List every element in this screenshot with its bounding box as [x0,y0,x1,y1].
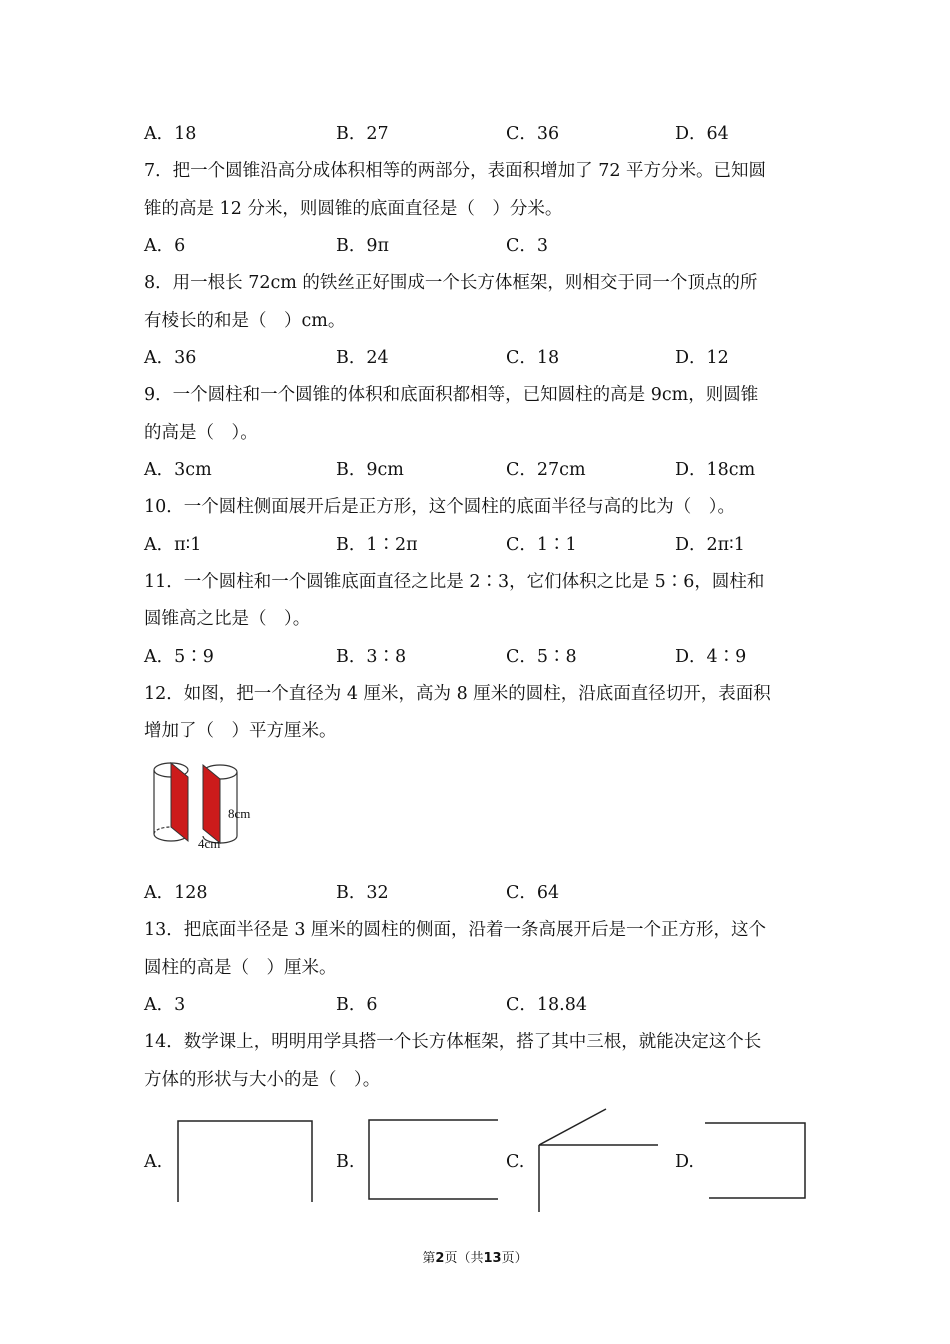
q14-option-d-figure [703,1120,809,1202]
footer-prefix: 第 [422,1251,436,1266]
q11-text-line1: 11．一个圆柱和一个圆锥底面直径之比是 2∶3，它们体积之比是 5∶6，圆柱和 [144,572,765,592]
q14-text-line2: 方体的形状与大小的是（ ）。 [144,1070,381,1090]
q14-option-a-figure [176,1118,316,1204]
q14-option-b-label: B. [336,1152,355,1172]
q9-text-line1: 9．一个圆柱和一个圆锥的体积和底面积都相等，已知圆柱的高是 9cm，则圆锥 [144,385,759,405]
q14-text-line1: 14．数学课上，明明用学具搭一个长方体框架，搭了其中三根，就能决定这个长 [144,1032,762,1052]
q10-text-line1: 10．一个圆柱侧面展开后是正方形，这个圆柱的底面半径与高的比为（ ）。 [144,497,736,517]
q11-option-b: B．3∶8 [336,647,407,667]
q10-option-d: D．2π∶1 [675,535,745,555]
q12-option-c: C．64 [506,883,560,903]
q9-option-d: D．18cm [675,460,756,480]
q9-option-a: A．3cm [144,460,212,480]
q13-text-line1: 13．把底面半径是 3 厘米的圆柱的侧面，沿着一条高展开后是一个正方形，这个 [144,920,767,940]
height-label: 8cm [228,806,251,821]
q8-text-line2: 有棱长的和是（ ）cm。 [144,311,346,331]
right-cut-face [203,765,220,843]
q11-option-d: D．4∶9 [675,647,747,667]
q6-option-c: C．36 [506,124,560,144]
q9-option-b: B．9cm [336,460,404,480]
q9-option-c: C．27cm [506,460,586,480]
q11-text-line2: 圆锥高之比是（ ）。 [144,609,311,629]
q14-option-c-label: C. [506,1152,525,1172]
q13-text-line2: 圆柱的高是（ ）厘米。 [144,958,337,978]
q8-option-d: D．12 [675,348,729,368]
page-footer [0,1247,950,1266]
q11-option-c: C．5∶8 [506,647,577,667]
q7-text-line2: 锥的高是 12 分米，则圆锥的底面直径是（ ）分米。 [144,199,563,219]
footer-mid: 页（共 [444,1251,484,1266]
q8-option-a: A．36 [144,348,197,368]
q7-option-a: A．6 [144,236,186,256]
q6-option-b: B．27 [336,124,389,144]
q6-option-a: A．18 [144,124,197,144]
q14-option-c-figure [536,1106,662,1214]
cylinder-cut-figure [148,758,263,856]
q8-text-line1: 8．用一根长 72cm 的铁丝正好围成一个长方体框架，则相交于同一个顶点的所 [144,273,758,293]
q11-option-a: A．5∶9 [144,647,214,667]
q12-text-line1: 12．如图，把一个直径为 4 厘米，高为 8 厘米的圆柱，沿底面直径切开，表面积 [144,684,771,704]
q14-option-a-label: A. [144,1152,163,1172]
q14-option-b-figure [366,1117,500,1203]
footer-suffix: 页） [501,1251,528,1266]
q13-option-a: A．3 [144,995,186,1015]
q7-option-b: B．9π [336,236,389,256]
q7-text-line1: 7．把一个圆锥沿高分成体积相等的两部分，表面积增加了 72 平方分米。已知圆 [144,161,767,181]
q12-text-line2: 增加了（ ）平方厘米。 [144,721,337,741]
q12-option-b: B．32 [336,883,389,903]
left-cut-face [171,763,188,841]
q13-option-c: C．18.84 [506,995,587,1015]
q7-option-c: C．3 [506,236,549,256]
footer-page-number: 2 [435,1251,445,1266]
q10-option-c: C．1∶1 [506,535,577,555]
q6-option-d: D．64 [675,124,729,144]
q8-option-b: B．24 [336,348,389,368]
diameter-label: 4cm [198,836,221,851]
q10-option-b: B．1∶2π [336,535,418,555]
q14-option-d-label: D. [675,1152,694,1172]
q13-option-b: B．6 [336,995,378,1015]
q12-option-a: A．128 [144,883,208,903]
q8-option-c: C．18 [506,348,560,368]
q9-text-line2: 的高是（ ）。 [144,423,258,443]
footer-total-pages: 13 [483,1251,502,1266]
q10-option-a: A．π∶1 [144,535,202,555]
